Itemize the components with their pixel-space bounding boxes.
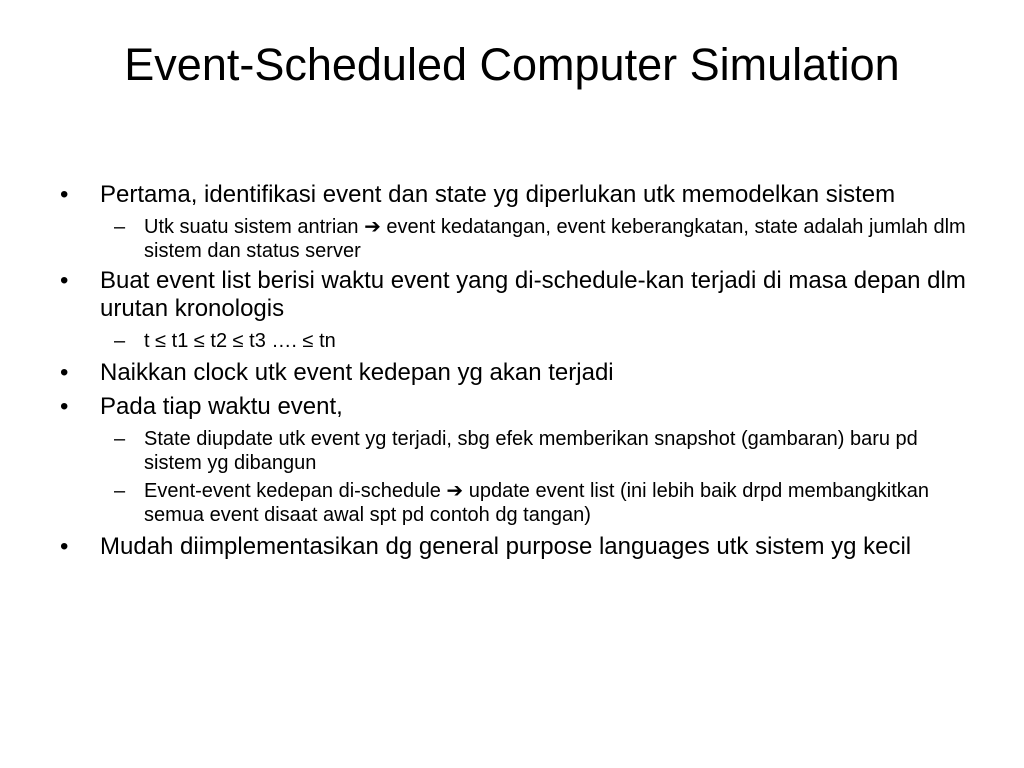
bullet-icon: • — [60, 181, 69, 208]
bullet-item — [56, 181, 976, 209]
bullet-text: Pada tiap waktu event, — [100, 393, 343, 420]
bullet-item — [56, 359, 976, 387]
bullet-icon: • — [60, 359, 69, 386]
sub-bullet-item — [56, 479, 976, 527]
bullet-text: Mudah diimplementasikan dg general purpose languages utk sistem yg kecil — [100, 533, 912, 560]
bullet-item — [56, 267, 976, 323]
bullet-icon: • — [60, 267, 69, 294]
slide-title: Event-Scheduled Computer Simulation — [124, 39, 900, 90]
bullet-icon: • — [60, 393, 69, 420]
sub-bullet-text: t ≤ t1 ≤ t2 ≤ t3 …. ≤ tn — [144, 330, 336, 352]
sub-bullet-item — [56, 215, 976, 263]
sub-bullet-text: Utk suatu sistem antrian ➔ event kedatangan, event keberangkatan, state adalah jumlah dlm sistem dan status server — [144, 216, 966, 262]
bullet-text: Buat event list berisi waktu event yang di-schedule-kan terjadi di masa depan dlm urutan kronologis — [100, 267, 966, 322]
bullet-text: Pertama, identifikasi event dan state yg diperlukan utk memodelkan sistem — [100, 181, 896, 208]
sub-bullet-item — [56, 427, 976, 475]
slide-body — [56, 181, 976, 567]
dash-icon: – — [114, 330, 126, 352]
dash-icon: – — [114, 480, 126, 502]
bullet-icon: • — [60, 533, 69, 560]
sub-bullet-item — [56, 329, 976, 353]
sub-bullet-text: State diupdate utk event yg terjadi, sbg efek memberikan snapshot (gambaran) baru pd sistem yg dibangun — [144, 428, 918, 474]
sub-bullet-text: Event-event kedepan di-schedule ➔ update event list (ini lebih baik drpd membangkitkan semua event disaat awal spt pd contoh dg tangan) — [144, 480, 929, 526]
bullet-item — [56, 393, 976, 421]
dash-icon: – — [114, 428, 126, 450]
dash-icon: – — [114, 216, 126, 238]
bullet-text: Naikkan clock utk event kedepan yg akan terjadi — [100, 359, 614, 386]
bullet-item — [56, 533, 976, 561]
